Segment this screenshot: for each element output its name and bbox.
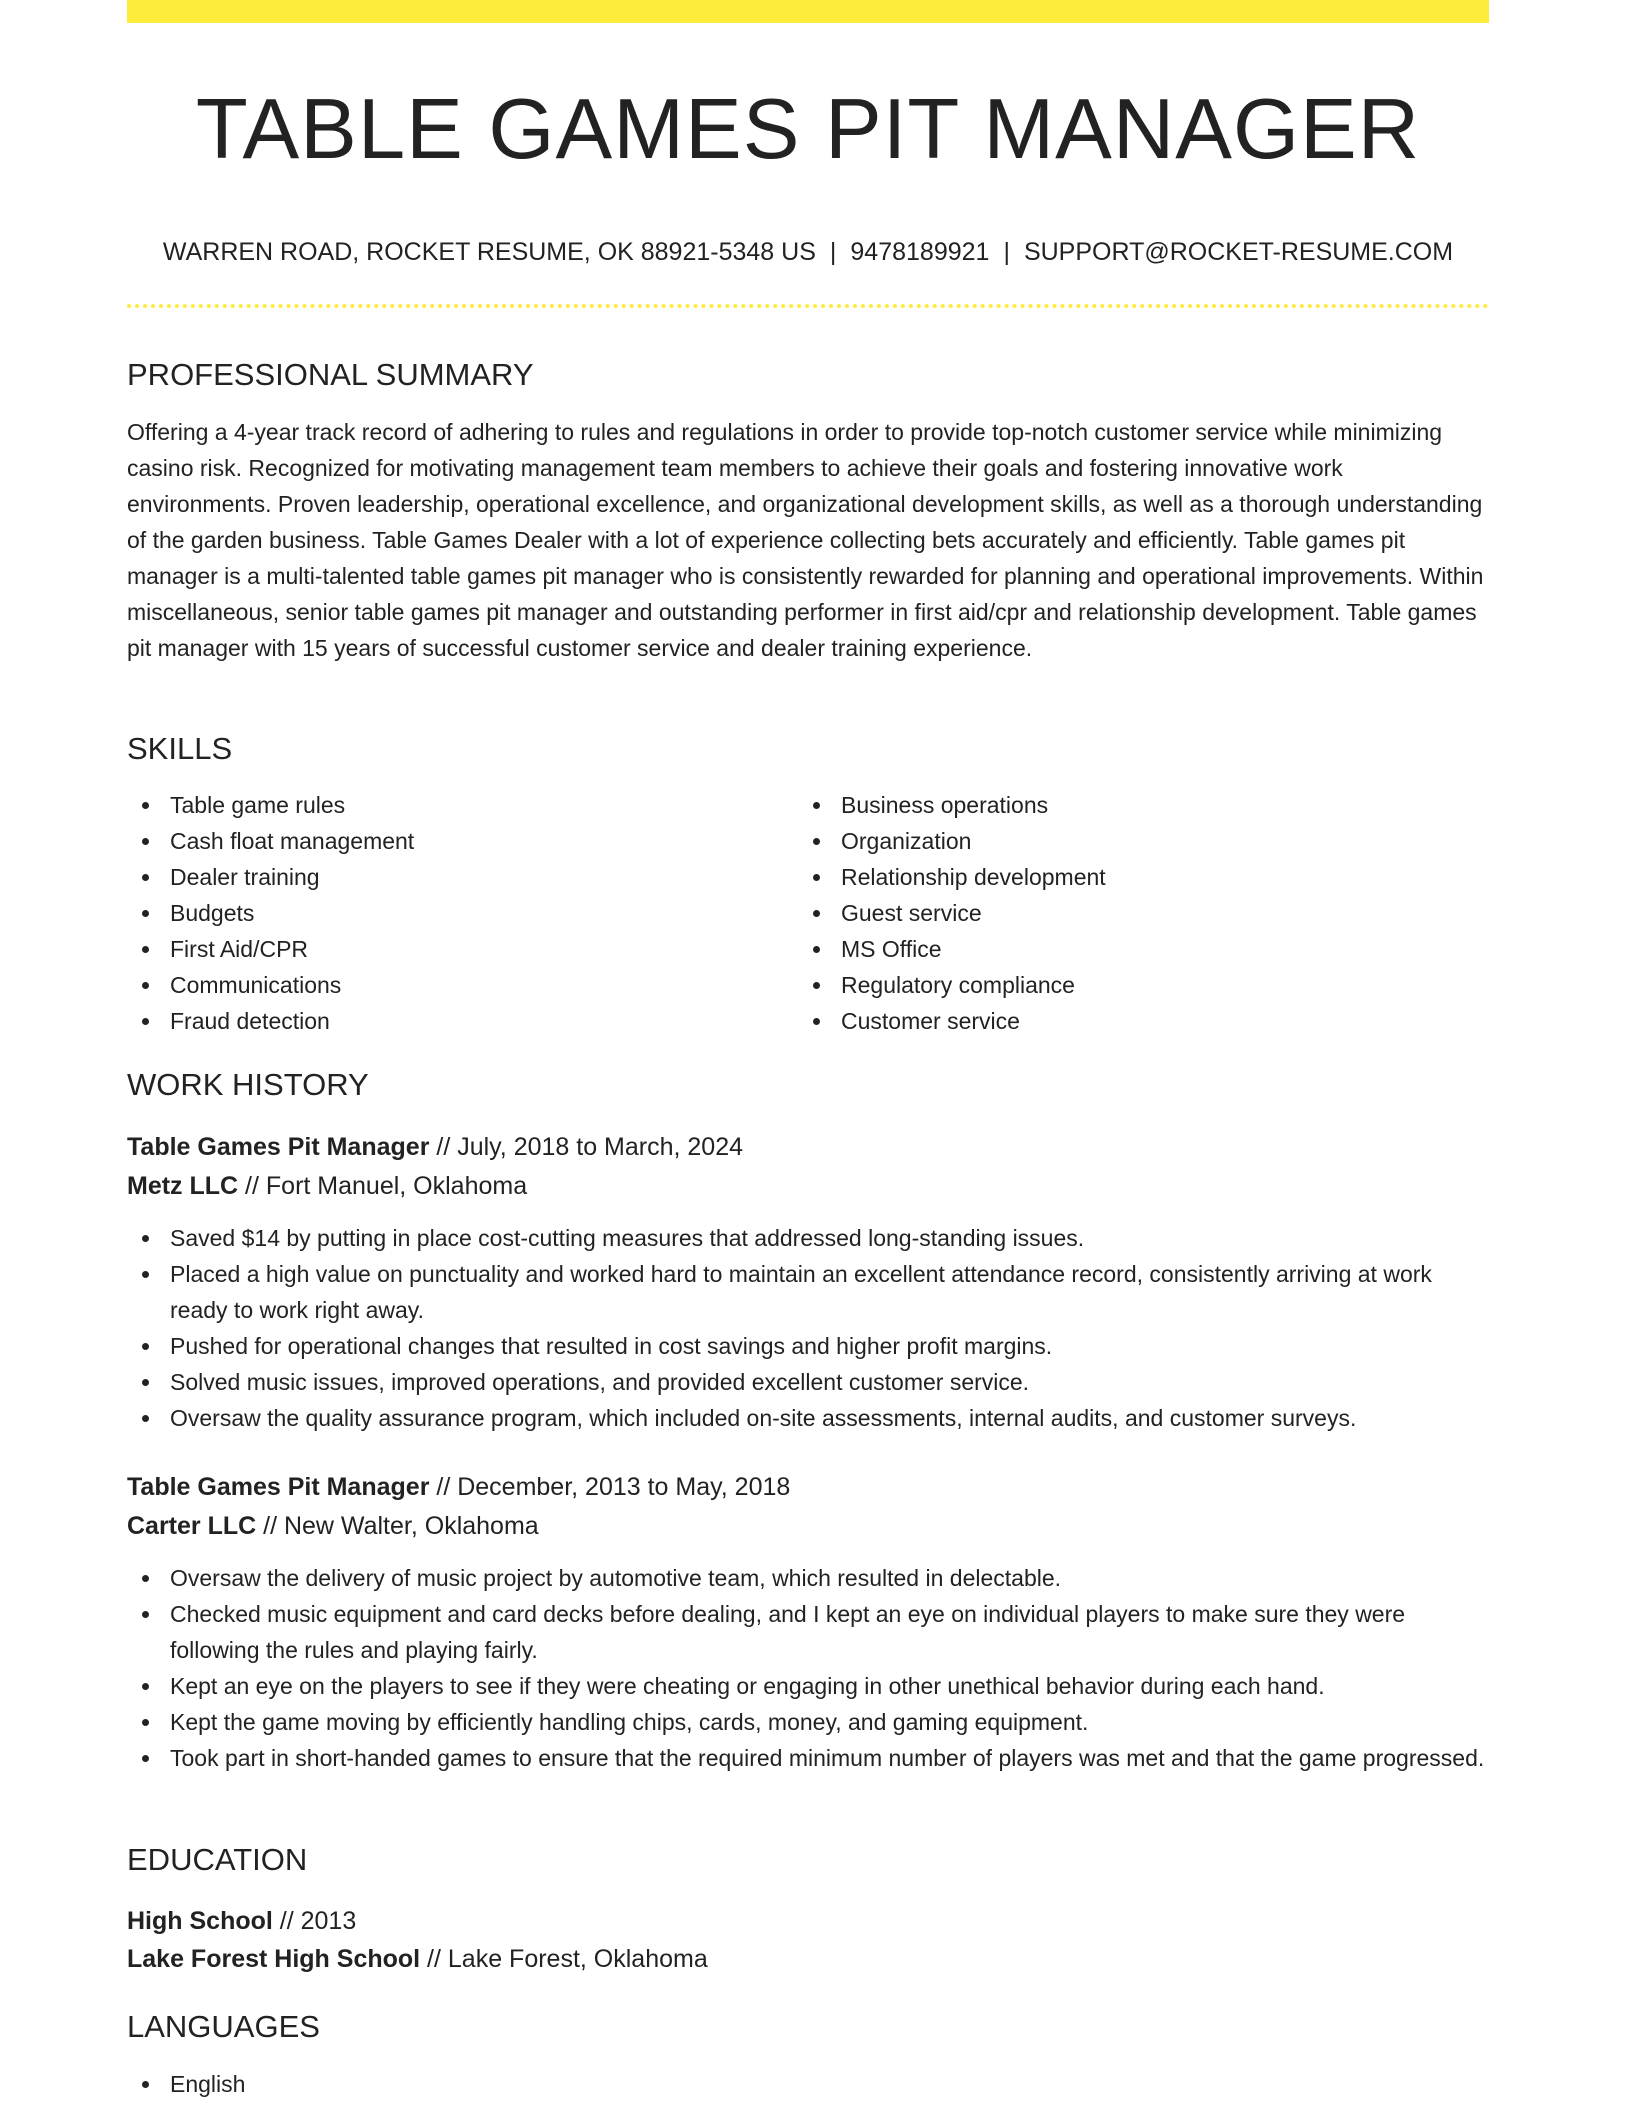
contact-phone: 9478189921 <box>850 238 990 266</box>
job-bullet: Placed a high value on punctuality and worked hard to maintain an excellent attendance record, consistently arriving at work ready to work right away. <box>127 1256 1489 1328</box>
job-title: Table Games Pit Manager <box>127 1133 430 1161</box>
skill-item: Guest service <box>798 895 1458 931</box>
resume-title: TABLE GAMES PIT MANAGER <box>195 82 1421 177</box>
skill-item: MS Office <box>798 931 1458 967</box>
top-accent-bar <box>127 0 1489 23</box>
skill-item: Organization <box>798 823 1458 859</box>
work-history-heading: WORK HISTORY <box>127 1067 369 1102</box>
job-title-line <box>127 1128 743 1166</box>
contact-line <box>127 236 1489 268</box>
skill-item: Business operations <box>798 787 1458 823</box>
job-bullet: Pushed for operational changes that resulted in cost savings and higher profit margins. <box>127 1328 1489 1364</box>
skill-item: Cash float management <box>127 823 787 859</box>
job-bullet: Saved $14 by putting in place cost-cutting measures that addressed long-standing issues. <box>127 1220 1489 1256</box>
languages-heading: LANGUAGES <box>127 2009 320 2044</box>
skills-list-right <box>798 787 1458 1039</box>
education-school: Lake Forest High School <box>127 1945 421 1973</box>
job-dates: // July, 2018 to March, 2024 <box>429 1133 744 1161</box>
education-heading: EDUCATION <box>127 1842 308 1877</box>
skill-item: Relationship development <box>798 859 1458 895</box>
skill-item: Regulatory compliance <box>798 967 1458 1003</box>
languages-list <box>127 2066 1489 2102</box>
skills-heading: SKILLS <box>127 731 233 766</box>
skill-item: Budgets <box>127 895 787 931</box>
education-degree-line <box>127 1902 356 1940</box>
job-bullet: Oversaw the quality assurance program, which included on-site assessments, internal audits, and customer surveys. <box>127 1400 1489 1436</box>
education-school-line <box>127 1940 708 1978</box>
job-dates: // December, 2013 to May, 2018 <box>429 1473 791 1501</box>
job-company: Metz LLC <box>127 1172 239 1200</box>
skill-item: Communications <box>127 967 787 1003</box>
skills-list-left <box>127 787 787 1039</box>
education-year: // 2013 <box>272 1907 357 1935</box>
job-bullet: Kept an eye on the players to see if they were cheating or engaging in other unethical behavior during each hand. <box>127 1668 1489 1704</box>
contact-address: WARREN ROAD, ROCKET RESUME, OK 88921-5348 US <box>162 238 816 266</box>
job-title: Table Games Pit Manager <box>127 1473 430 1501</box>
job-title-line <box>127 1468 790 1506</box>
job-bullet: Solved music issues, improved operations, and provided excellent customer service. <box>127 1364 1489 1400</box>
education-degree: High School <box>127 1907 273 1935</box>
job-bullets <box>127 1560 1489 1776</box>
education-location: // Lake Forest, Oklahoma <box>420 1945 708 1973</box>
summary-text: Offering a 4-year track record of adhering to rules and regulations in order to provide top-notch customer service while minimizing casino risk. Recognized for motivating management team members to achieve their goals and fostering innovative work environments. Proven leadership, operational excellence, and organizational development skills, as well as a thorough understanding of the garden business. Table Games Dealer with a lot of experience collecting bets accurately and efficiently. Table games pit manager is a multi-talented table games pit manager who is consistently rewarded for planning and operational improvements. Within miscellaneous, senior table games pit manager and outstanding performer in first aid/cpr and relationship development. Table games pit manager with 15 years of successful customer service and dealer training experience. <box>127 419 1484 661</box>
job-bullet: Took part in short-handed games to ensure that the required minimum number of players was met and that the game progressed. <box>127 1740 1489 1776</box>
job-location: // New Walter, Oklahoma <box>256 1512 539 1540</box>
job-company: Carter LLC <box>127 1512 257 1540</box>
header-divider <box>127 304 1489 308</box>
skill-item: Table game rules <box>127 787 787 823</box>
skill-item: First Aid/CPR <box>127 931 787 967</box>
job-bullet: Checked music equipment and card decks before dealing, and I kept an eye on individual players to make sure they were following the rules and playing fairly. <box>127 1596 1489 1668</box>
job-bullet: Oversaw the delivery of music project by automotive team, which resulted in delectable. <box>127 1560 1489 1596</box>
skill-item: Dealer training <box>127 859 787 895</box>
job-bullet: Kept the game moving by efficiently handling chips, cards, money, and gaming equipment. <box>127 1704 1489 1740</box>
contact-email: SUPPORT@ROCKET-RESUME.COM <box>1023 238 1454 266</box>
job-company-line <box>127 1167 527 1205</box>
skill-item: Customer service <box>798 1003 1458 1039</box>
job-company-line <box>127 1507 539 1545</box>
contact-separator: | <box>1003 238 1010 266</box>
skill-item: Fraud detection <box>127 1003 787 1039</box>
language-item: English <box>127 2066 1489 2102</box>
job-location: // Fort Manuel, Oklahoma <box>238 1172 528 1200</box>
summary-heading: PROFESSIONAL SUMMARY <box>127 357 534 392</box>
job-bullets <box>127 1220 1489 1436</box>
contact-separator: | <box>829 238 837 266</box>
